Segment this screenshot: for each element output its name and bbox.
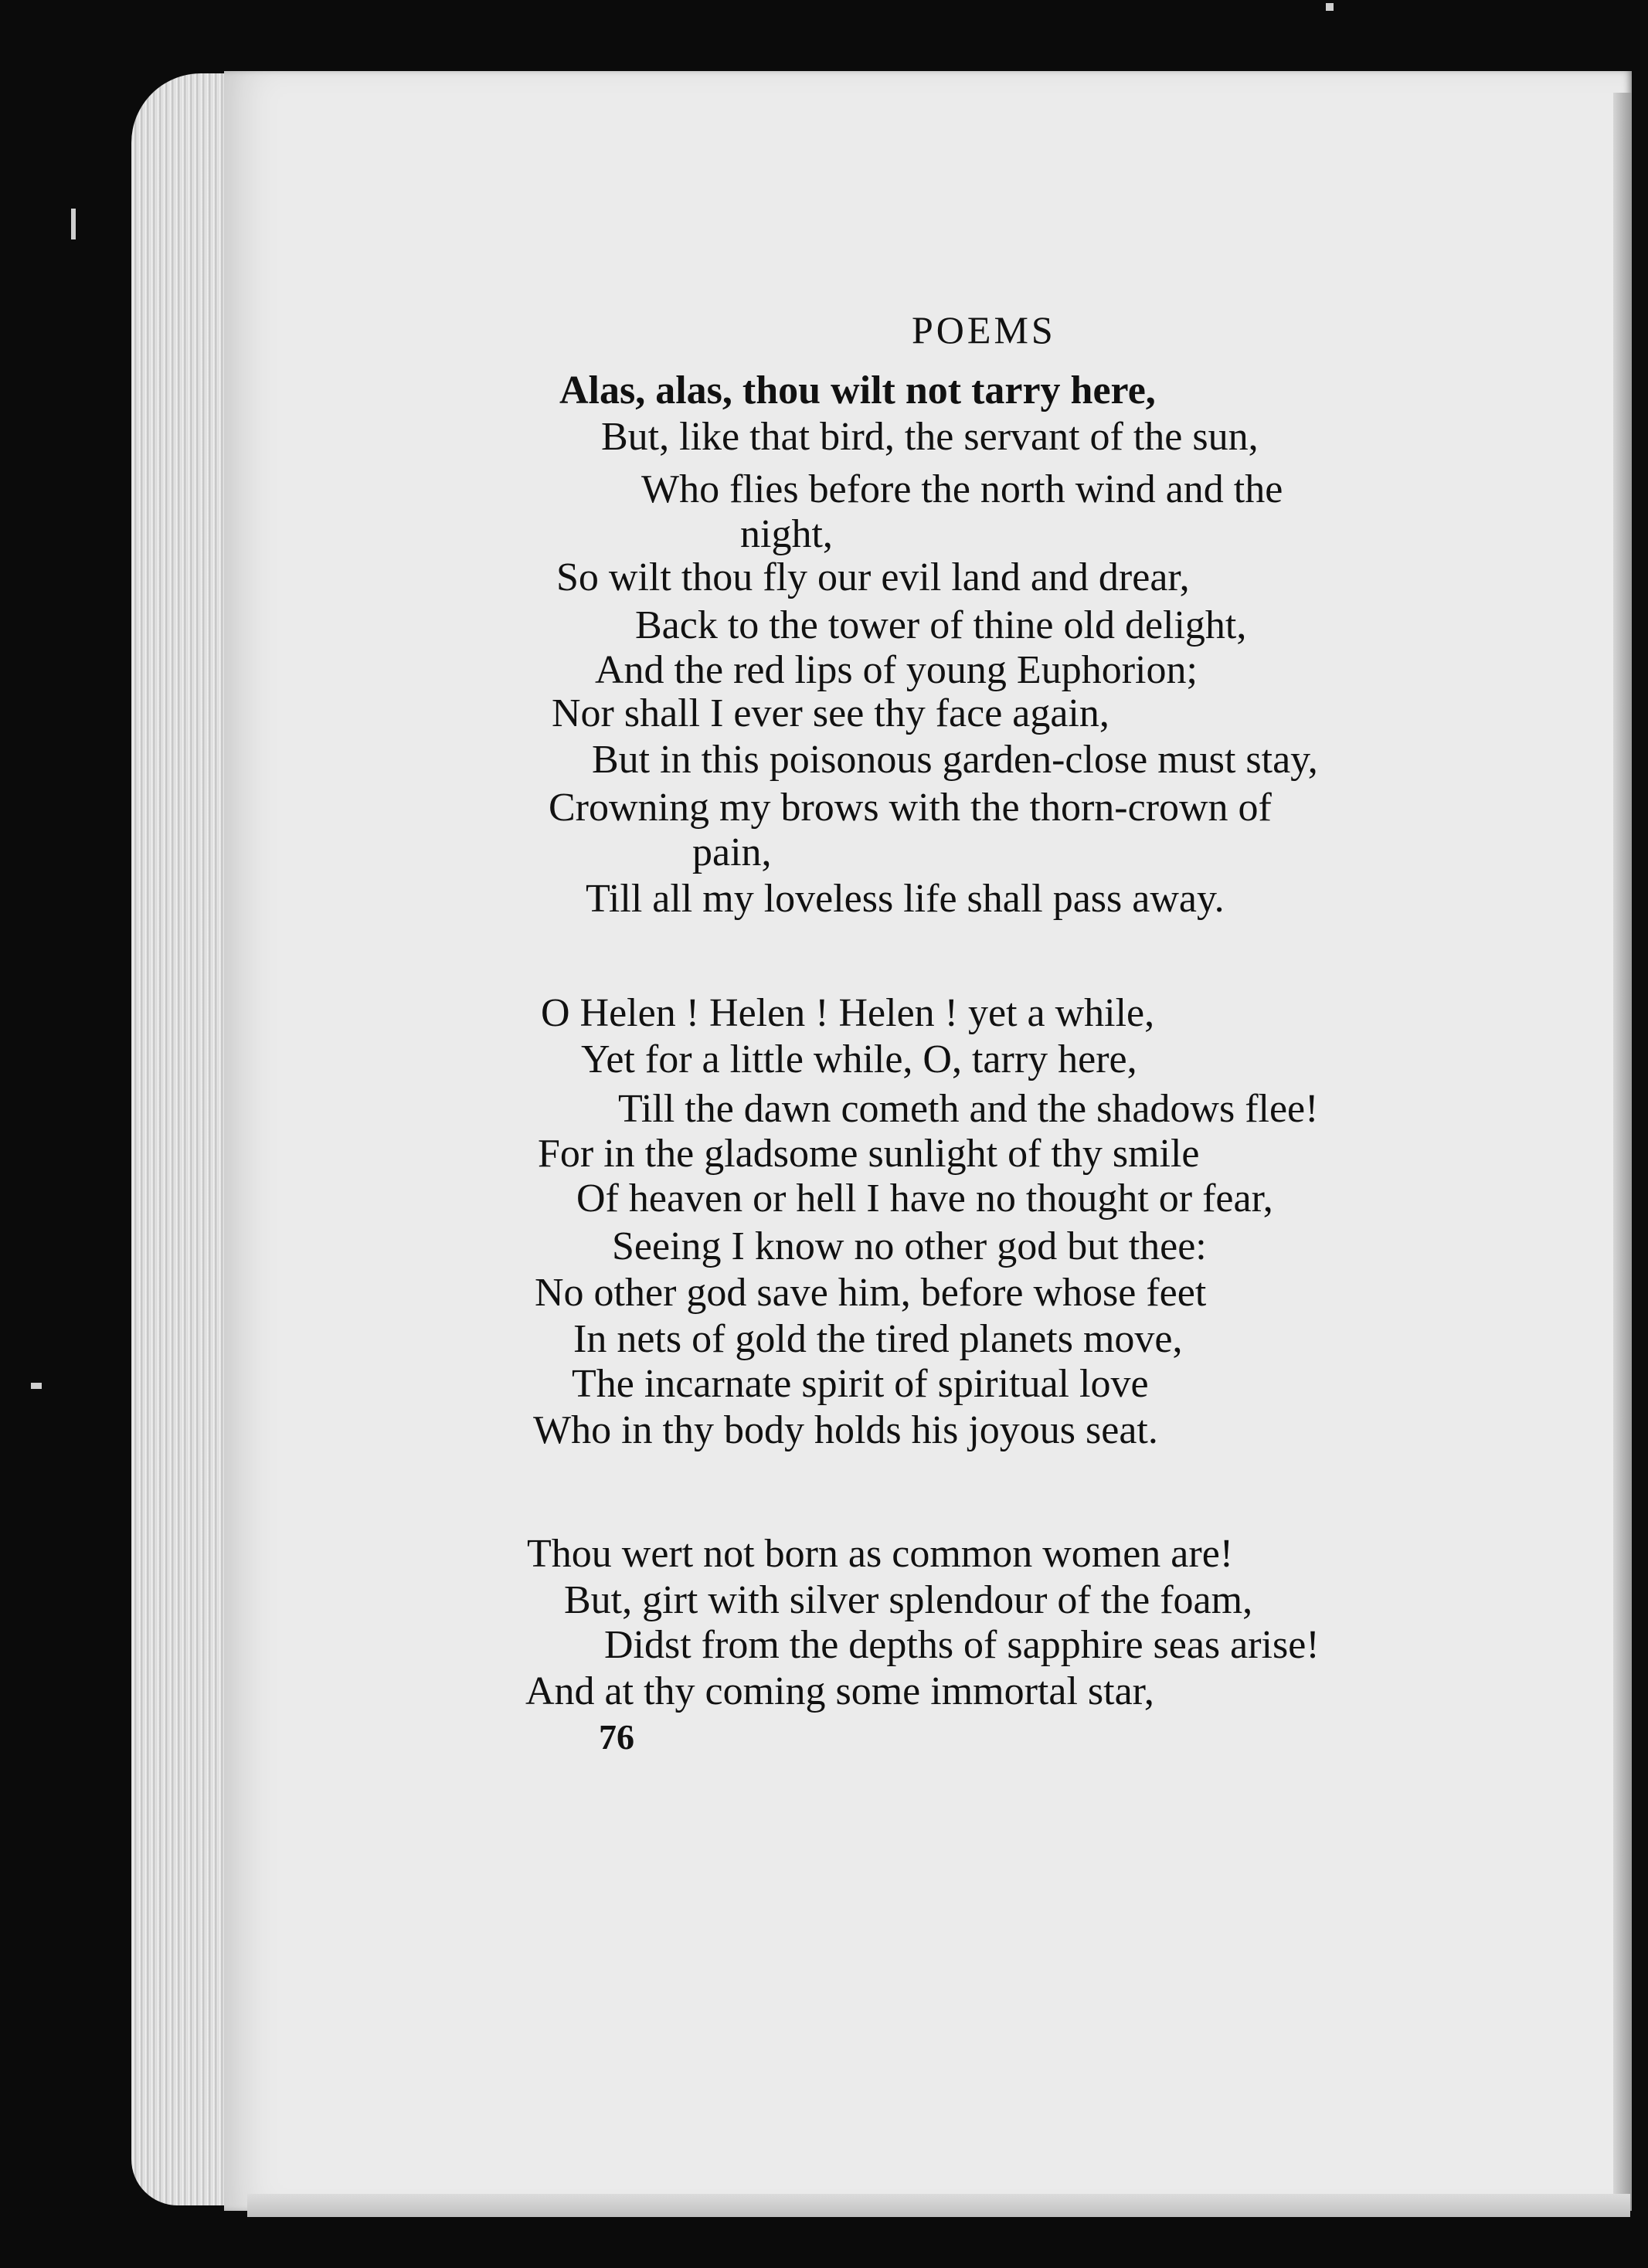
poem-line: Thou wert not born as common women are! <box>527 1532 1234 1576</box>
poem-line: Alas, alas, thou wilt not tarry here, <box>559 368 1156 413</box>
poem-line: Till all my loveless life shall pass away. <box>586 877 1225 921</box>
poem-line: Till the dawn cometh and the shadows flee! <box>618 1087 1319 1131</box>
poem-line: And at thy coming some immortal star, <box>525 1669 1154 1713</box>
poem-line: O Helen ! Helen ! Helen ! yet a while, <box>541 991 1155 1035</box>
poem-line: Seeing I know no other god but thee: <box>612 1224 1207 1268</box>
poem-line: Crowning my brows with the thorn-crown of <box>549 786 1272 830</box>
running-title: POEMS <box>912 308 1056 351</box>
poem-line: The incarnate spirit of spiritual love <box>572 1362 1149 1406</box>
poem-line: No other god save him, before whose feet <box>535 1271 1207 1315</box>
page-number: 76 <box>599 1717 634 1757</box>
poem-line: night, <box>740 512 833 556</box>
poem-line: Who flies before the north wind and the <box>641 467 1283 511</box>
scan-speck <box>31 1383 42 1389</box>
poem-line: But, girt with silver splendour of the foam, <box>564 1578 1253 1622</box>
poem-line: Of heaven or hell I have no thought or fear, <box>576 1176 1273 1221</box>
poem-line: But in this poisonous garden-close must stay, <box>592 738 1318 782</box>
poem-line: In nets of gold the tired planets move, <box>573 1317 1183 1361</box>
page-bottom-edge <box>247 2194 1630 2217</box>
poem-line: So wilt thou fly our evil land and drear, <box>556 555 1190 599</box>
poem-line: Who in thy body holds his joyous seat. <box>533 1408 1158 1452</box>
poem-line: Yet for a little while, O, tarry here, <box>581 1037 1137 1081</box>
page-gutter-shadow <box>1613 93 1632 2209</box>
poem-line: pain, <box>692 830 772 874</box>
poem-line: For in the gladsome sunlight of thy smile <box>538 1132 1200 1176</box>
poem-line: And the red lips of young Euphorion; <box>595 648 1198 692</box>
poem-line: Nor shall I ever see thy face again, <box>552 691 1109 735</box>
scan-speck <box>1326 3 1334 11</box>
poem-line: Back to the tower of thine old delight, <box>635 603 1247 647</box>
poem-line: But, like that bird, the servant of the sun, <box>601 415 1259 459</box>
poem-line: Didst from the depths of sapphire seas arise! <box>604 1623 1320 1667</box>
scan-speck <box>71 209 76 239</box>
